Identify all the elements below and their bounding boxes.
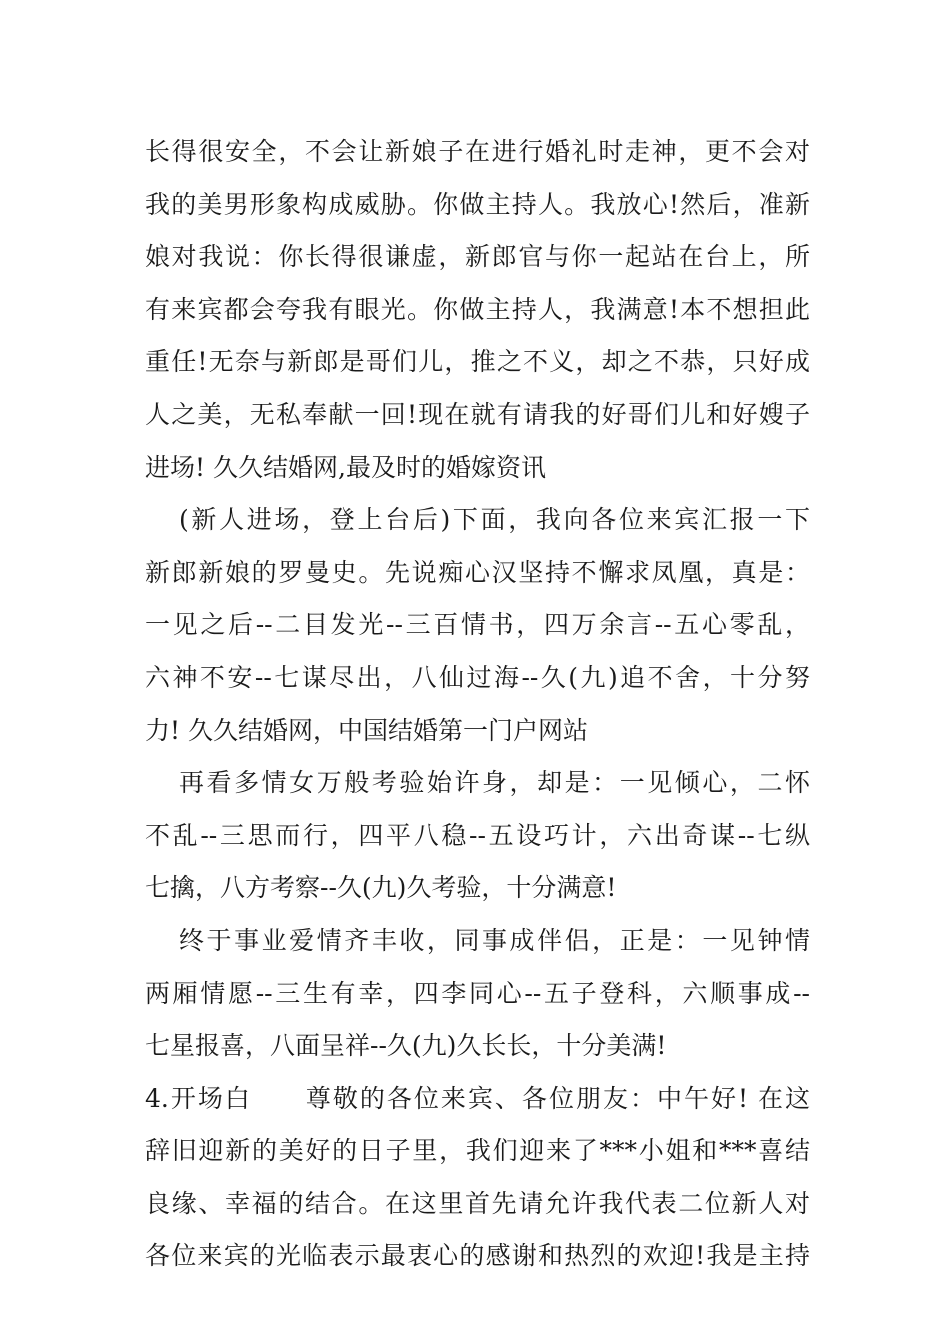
text-line: (新人进场，登上台后)下面，我向各位来宾汇报一下: [179, 505, 810, 535]
text-line: 新郎新娘的罗曼史。先说痴心汉坚持不懈求凤凰，真是：: [145, 557, 810, 587]
text-line: 七擒，八方考察--久(九)久考验，十分满意!: [145, 873, 617, 903]
text-line: 有来宾都会夸我有眼光。你做主持人，我满意!本不想担此: [145, 294, 810, 324]
text-line: 我的美男形象构成威胁。你做主持人。我放心!然后，准新: [145, 189, 810, 219]
text-line: 一见之后--二目发光--三百情书，四万余言--五心零乱，: [145, 610, 810, 640]
text-line: 进场! 久久结婚网,最及时的婚嫁资讯: [145, 452, 546, 482]
text-line: 各位来宾的光临表示最衷心的感谢和热烈的欢迎!我是主持: [145, 1241, 810, 1271]
text-line: 长得很安全，不会让新娘子在进行婚礼时走神，更不会对: [145, 137, 810, 166]
text-line: 娘对我说：你长得很谦虚，新郎官与你一起站在台上，所: [145, 242, 810, 272]
text-line: 再看多情女万般考验始许身，却是：一见倾心，二怀: [179, 768, 810, 798]
text-line: 重任!无奈与新郎是哥们儿，推之不义，却之不恭，只好成: [145, 347, 810, 377]
text-line: 力! 久久结婚网，中国结婚第一门户网站: [145, 715, 588, 745]
document-body: [145, 130, 810, 1287]
text-line: 良缘、幸福的结合。在这里首先请允许我代表二位新人对: [145, 1188, 810, 1218]
text-line: 七星报喜，八面呈祥--久(九)久长长，十分美满!: [145, 1031, 667, 1061]
text-line: 两厢情愿--三生有幸，四李同心--五子登科，六顺事成--: [145, 978, 810, 1008]
text-line: 人之美，无私奉献一回!现在就有请我的好哥们儿和好嫂子: [145, 399, 810, 429]
text-line: 不乱--三思而行，四平八稳--五设巧计，六出奇谋--七纵: [145, 820, 810, 850]
text-line: 4.开场白 尊敬的各位来宾、各位朋友：中午好! 在这: [145, 1083, 810, 1113]
text-line: 六神不安--七谋尽出，八仙过海--久(九)追不舍，十分努: [145, 662, 810, 692]
text-line: 终于事业爱情齐丰收，同事成伴侣，正是：一见钟情: [179, 925, 810, 955]
text-line: 辞旧迎新的美好的日子里，我们迎来了***小姐和***喜结: [145, 1136, 810, 1166]
